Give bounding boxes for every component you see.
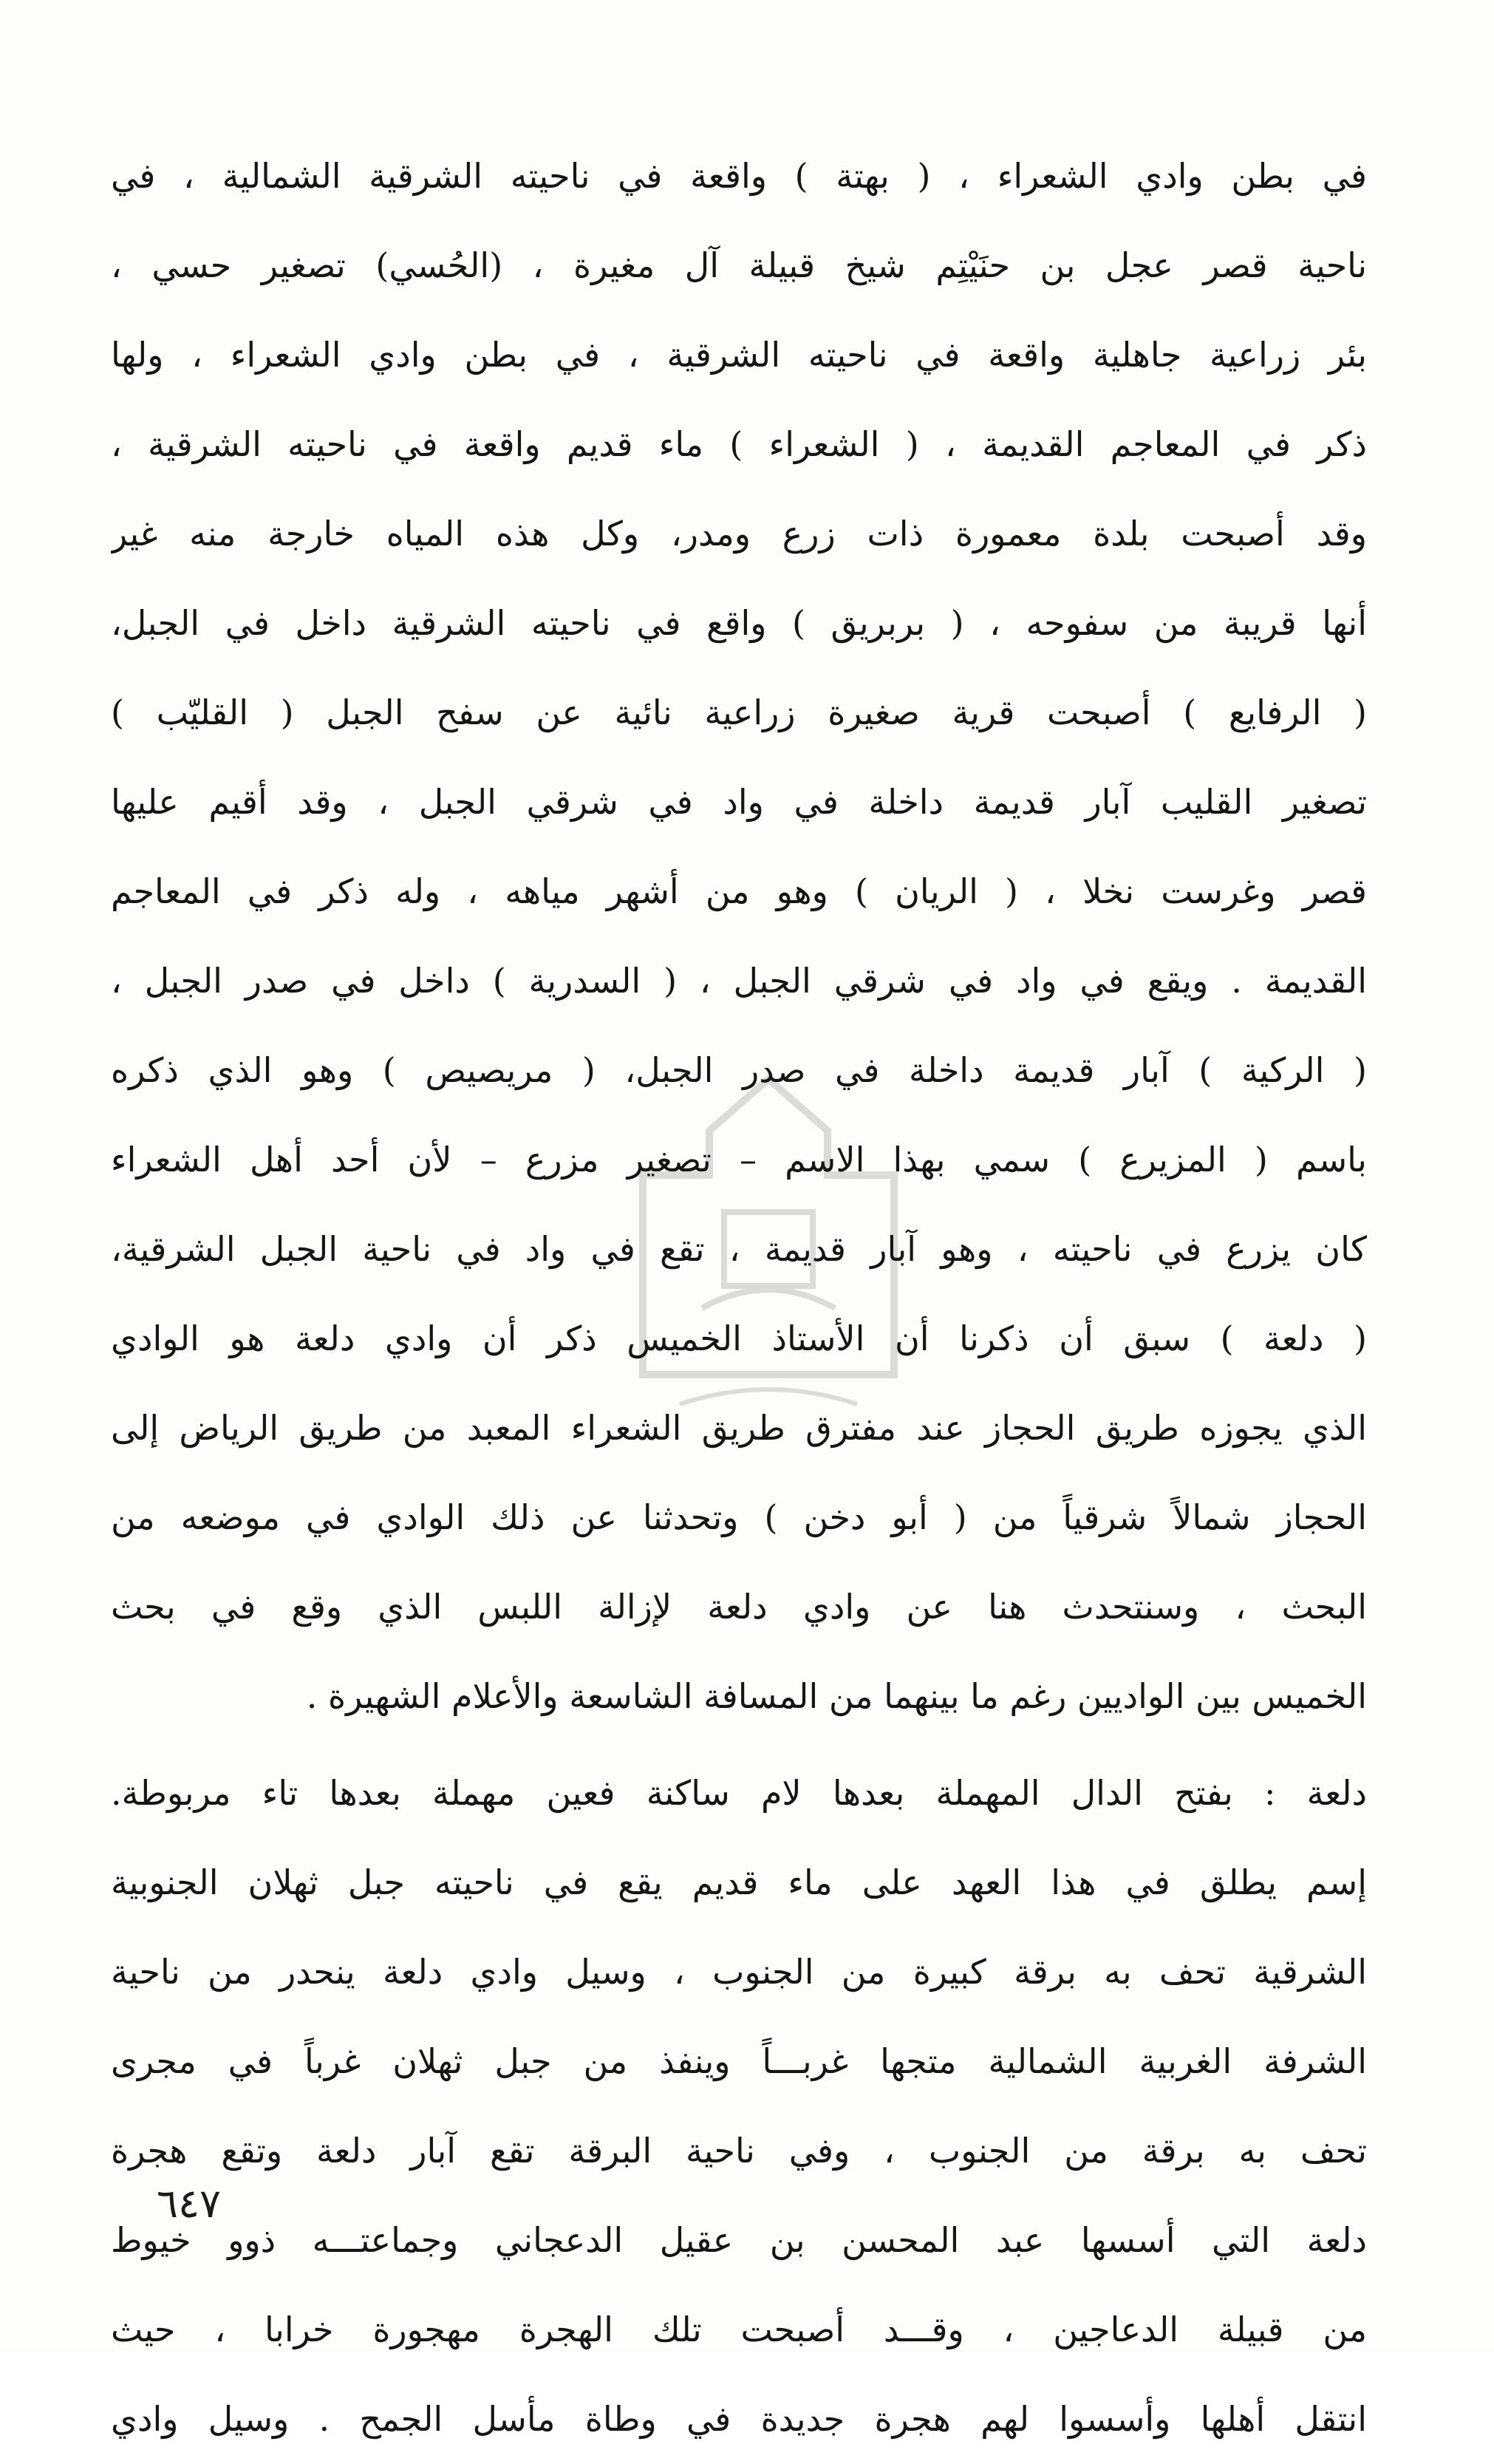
text-line: القديمة . ويقع في واد في شرقي الجبل ، ( السدرية ) داخل في صدر الجبل ، [111,961,1367,1001]
text-line: ( الركية ) آبار قديمة داخلة في صدر الجبل، ( مريصيص ) وهو الذي ذكره [111,1050,1367,1090]
page-number: ٦٤٧ [157,2180,222,2227]
text-line: دلعة : بفتح الدال المهملة بعدها لام ساكنة فعين مهملة بعدها تاء مربوطة. [111,1773,1367,1813]
text-line: ناحية قصر عجل بن حنَيْتِم شيخ قبيلة آل مغيرة ، (الحُسي) تصغير حسي ، [111,245,1367,285]
text-line: دلعة التي أسسها عبد المحسن بن عقيل الدعجاني وجماعتـــه ذوو خيوط [111,2220,1367,2260]
text-line: بئر زراعية جاهلية واقعة في ناحيته الشرقية ، في بطن وادي الشعراء ، ولها [111,335,1367,375]
text-line: من قبيلة الدعاجين ، وقـــد أصبحت تلك الهجرة مهجورة خرابا ، حيث [111,2310,1367,2349]
text-line: وقد أصبحت بلدة معمورة ذات زرع ومدر، وكل هذه المياه خارجة منه غير [111,514,1367,554]
text-line: تصغير القليب آبار قديمة داخلة في واد في شرقي الجبل ، وقد أقيم عليها [111,782,1367,822]
text-line: ( الرفايع ) أصبحت قرية صغيرة زراعية نائية عن سفح الجبل ( القليّب ) [111,692,1367,732]
text-line: إسم يطلق في هذا العهد على ماء قديم يقع في ناحيته جبل ثهلان الجنوبية [111,1862,1367,1902]
text-line: الحجاز شمالاً شرقياً من ( أبو دخن ) وتحدثنا عن ذلك الوادي في موضعه من [111,1497,1367,1537]
text-line: الشرفة الغربية الشمالية متجها غربـــاً وينفذ من جبل ثهلان غرباً في مجرى [111,2041,1367,2081]
text-line: باسم ( المزيرع ) سمي بهذا الاسم – تصغير مزرع – لأن أحد أهل الشعراء [111,1140,1367,1180]
text-line: تحف به برقة من الجنوب ، وفي ناحية البرقة تقع آبار دلعة وتقع هجرة [111,2131,1367,2171]
text-line: الشرقية تحف به برقة كبيرة من الجنوب ، وسيل وادي دلعة ينحدر من ناحية [111,1952,1367,1992]
text-line: انتقل أهلها وأسسوا لهم هجرة جديدة في وطاة مأسل الجمح . وسيل وادي [111,2399,1367,2439]
text-line: ( دلعة ) سبق أن ذكرنا أن الأستاذ الخميس ذكر أن وادي دلعة هو الوادي [111,1318,1367,1358]
text-line: كان يزرع في ناحيته ، وهو آبار قديمة ، تقع في واد في ناحية الجبل الشرقية، [111,1229,1367,1269]
text-line: أنها قريبة من سفوحه ، ( بربريق ) واقع في ناحيته الشرقية داخل في الجبل، [111,603,1367,643]
text-line: في بطن وادي الشعراء ، ( بهتة ) واقعة في ناحيته الشرقية الشمالية ، في [111,156,1367,196]
text-line: الخميس بين الواديين رغم ما بينهما من المسافة الشاسعة والأعلام الشهيرة . [306,1676,1367,1716]
text-line: الذي يجوزه طريق الحجاز عند مفترق طريق الشعراء المعبد من طريق الرياض إلى [111,1408,1367,1448]
text-line: ذكر في المعاجم القديمة ، ( الشعراء ) ماء قديم واقعة في ناحيته الشرقية ، [111,424,1367,464]
text-line: قصر وغرست نخلا ، ( الريان ) وهو من أشهر مياهه ، وله ذكر في المعاجم [111,871,1367,911]
text-line: البحث ، وسنتحدث هنا عن وادي دلعة لإزالة اللبس الذي وقع في بحث [111,1587,1367,1627]
main-text [111,132,1367,2464]
